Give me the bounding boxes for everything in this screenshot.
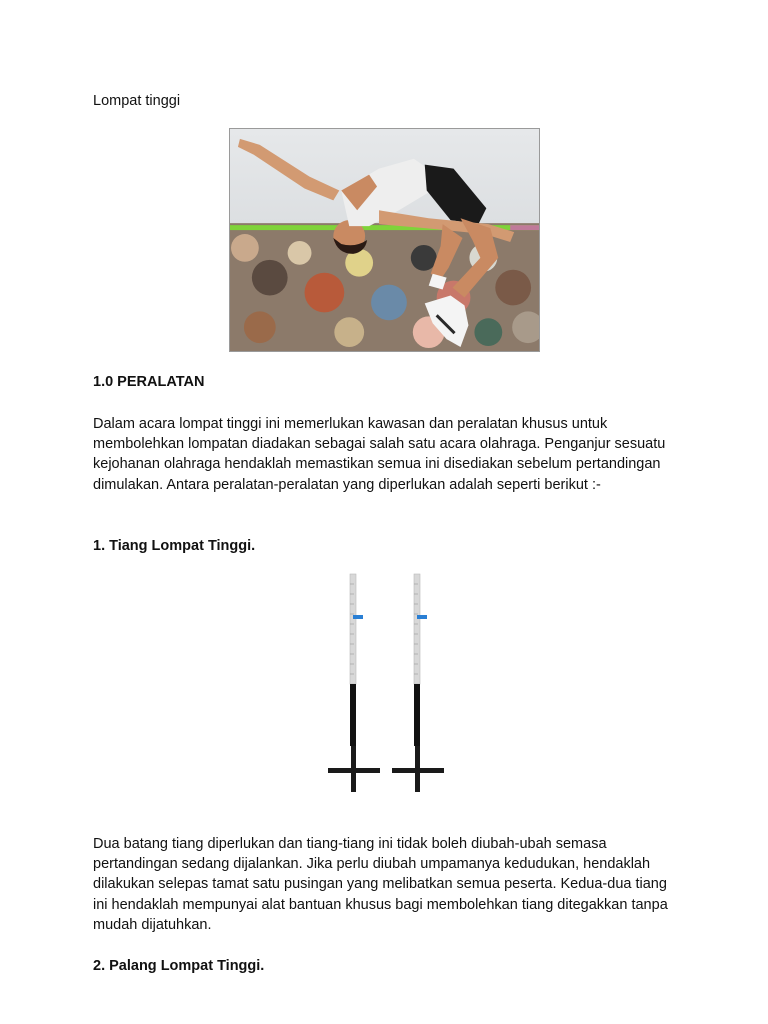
item1-paragraph: Dua batang tiang diperlukan dan tiang-tiang ini tidak boleh diubah-ubah semasa pertandingan sedang dijalankan. Jika perlu diubah umpamanya kedudukan, hendaklah dilakukan selepas tamat satu pusingan yang melibatkan semua peserta. Kedua-dua tiang ini hendaklah mempunyai alat bantuan khusus bagi membolehkan tiang ditegakkan tanpa mudah dijatuhkan. [93, 836, 668, 933]
high-jump-athlete-illustration [230, 129, 539, 351]
item2-heading: 2. Palang Lompat Tinggi. [93, 958, 265, 974]
high-jump-photo [229, 128, 540, 352]
high-jump-stands-image [320, 570, 450, 798]
item1-heading: 1. Tiang Lompat Tinggi. [93, 538, 256, 554]
intro-paragraph: Dalam acara lompat tinggi ini memerlukan kawasan dan peralatan khusus untuk membolehkan lompatan diadakan sebagai salah satu acara olahraga. Penganjur sesuatu kejohanan olahraga hendaklah memastikan semua ini disediakan sebelum pertandingan dimulakan. Antara peralatan-peralatan yang diperlukan adalah seperti berikut :- [93, 416, 666, 493]
document-title: Lompat tinggi [93, 93, 181, 109]
section-heading-peralatan: 1.0 PERALATAN [93, 374, 205, 390]
high-jump-stands-illustration [320, 570, 450, 798]
